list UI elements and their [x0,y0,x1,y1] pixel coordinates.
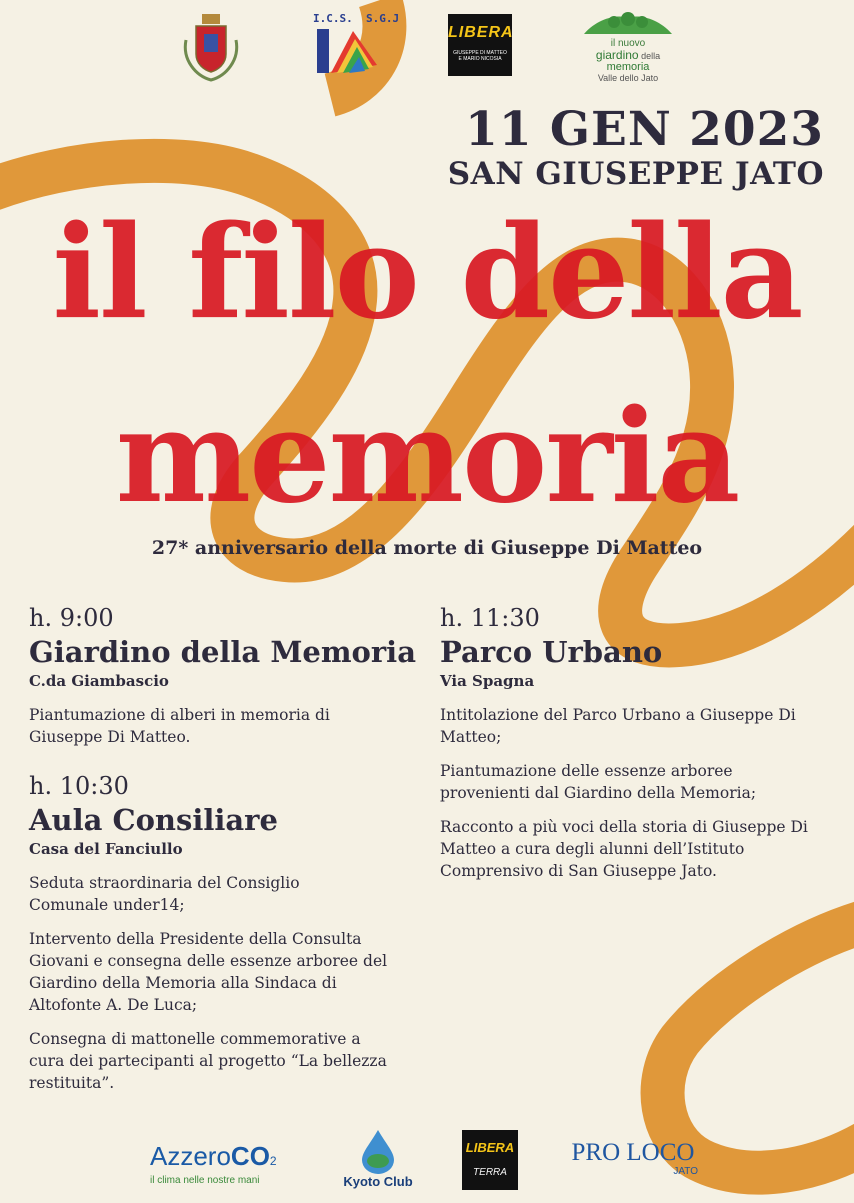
trees-icon [578,12,678,34]
event-time: h. 11:30 [440,604,540,632]
event-address: C.da Giambascio [29,672,169,690]
event-description: Piantumazione di alberi in memoria di Giuseppe Di Matteo. [29,706,330,746]
co-word: CO [230,1141,270,1171]
rainbow-sail-icon [313,25,385,79]
event-address: Casa del Fanciullo [29,840,183,858]
program-left-column [29,602,419,1106]
event-description: Piantumazione delle essenze arboree provenienti dal Giardino della Memoria; [440,762,757,802]
event-description: Racconto a più voci della storia di Giuseppe Di Matteo a cura degli alunni dell’Istituto Comprensivo di San Giuseppe Jato. [440,818,808,880]
giardino-line4: Valle dello Jato [597,73,659,83]
libera-word: LIBERA [448,24,514,41]
event-place: Giardino della Memoria [29,635,416,669]
event-place: Aula Consiliare [29,803,278,837]
giardino-line2b: della [638,51,661,61]
kyoto-club-label: Kyoto Club [343,1174,413,1189]
event-time: h. 9:00 [29,604,114,632]
libera-terra-logo [462,1130,518,1190]
azzero-word: Azzero [150,1141,231,1171]
event-block [29,602,419,748]
event-city: SAN GIUSEPPE JATO [447,156,824,192]
co2-subscript: 2 [269,1154,277,1168]
ics-sgj-label: I.C.S. S.G.J [313,12,400,25]
event-description: Intervento della Presidente della Consulta Giovani e consegna delle essenze arboree del Giardino della Memoria alla Sindaca di Altofonte A. De Luca; [29,930,388,1014]
event-time: h. 10:30 [29,772,129,800]
event-description: Consegna di mattonelle commemorative a cura dei partecipanti al progetto “La bellezza restituita”. [29,1030,387,1092]
event-description: Seduta straordinaria del Consiglio Comunale under14; [29,874,300,914]
event-date: 11 GEN 2023 [465,102,824,157]
pro-loco-jato-logo [558,1140,708,1180]
libera-logo [448,14,512,76]
azzeroco2-wordmark [150,1142,300,1175]
libera-terra-word-2: TERRA [473,1167,507,1178]
title-line-2: memoria [115,382,739,532]
libera-subline-1: GIUSEPPE DI MATTEO [453,50,507,56]
event-place: Parco Urbano [440,635,663,669]
title-line-1: il filo della [52,198,802,348]
giardino-line3: memoria [606,61,650,73]
pro-loco-city: JATO [673,1166,698,1177]
kyoto-club-logo [330,1128,426,1192]
program-right-column [440,602,840,894]
event-block [440,602,840,882]
comune-crest-logo [178,10,244,82]
event-address: Via Spagna [440,672,535,690]
libera-subline-2: E MARIO NICOSIA [458,56,502,62]
giardino-memoria-logo [578,12,678,83]
date-block [448,104,824,192]
libera-terra-word-1: LIBERA [465,1140,515,1155]
giardino-line2a: giardino [595,48,639,62]
azzeroco2-logo [150,1142,300,1186]
event-block [29,770,419,1094]
giardino-line1: il nuovo [610,38,646,49]
azzeroco2-tagline: il clima nelle nostre mani [150,1175,260,1186]
pro-loco-label: PRO LOCO [571,1139,695,1166]
water-drop-globe-icon [358,1128,398,1174]
event-description: Intitolazione del Parco Urbano a Giuseppe Di Matteo; [440,706,796,746]
comune-crest-icon [178,10,244,82]
ics-sgj-logo [313,12,400,80]
subtitle: 27* anniversario della morte di Giuseppe Di Matteo [151,537,703,559]
